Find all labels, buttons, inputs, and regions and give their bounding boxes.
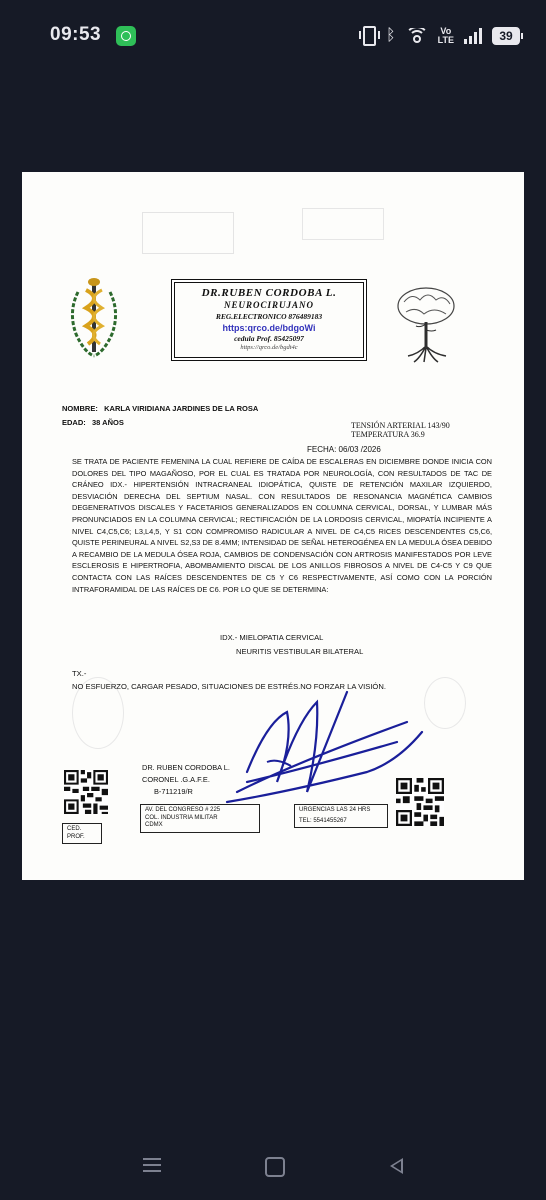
professional-license: cedula Prof. 85425097	[234, 334, 304, 343]
back-icon[interactable]	[390, 1158, 403, 1174]
qr-url-small: https://qrco.de/bgdt4c	[240, 344, 298, 351]
patient-age: 38 AÑOS	[92, 418, 124, 427]
doctor-name: DR.RUBEN CORDOBA L.	[201, 287, 337, 299]
address-box	[140, 804, 260, 833]
clinical-notes: SE TRATA DE PACIENTE FEMENINA LA CUAL REFIERE DE CAÍDA DE ESCALERAS EN DICIEMBRE DONDE INICIA CON DOLORES DEL TIPO MAGAÑOSO, POR EL CUAL ES TRATADA POR NEUROLOGÍA, CON RESULTADOS DE TAC DE CRÁNEO IDX.- HIPERTENSIÓN INTRACRANEAL IDIOPÁTICA, QUISTE DE RETENCIÓN MAXILAR IZQUIERDO, DESVIACIÓN DERECHA DEL SEPTIUM NASAL. CON RESULTADOS DE RESONANCIA MAGNÉTICA CAMBIOS DEGENERATIVOS DISCALES Y FACETARIOS GENERALIZADOS EN COLUMNA CERVICAL, DORSAL, Y LUMBAR MÁS PRONUNCIADOS EN LA COLUMNA CERVICAL; RECTIFICACIÓN DE LA LORDOSIS CERVICAL, MIOPATÍA INCIPIENTE A NIVEL C4,C5,C6; L3,L4,5, Y S1 CON COMPROMISO RADICULAR A NIVEL DE C4,C5 RICES DESCENDENTES C5,C6, QUISTE PERINEURAL A NIVEL S2,S3 DE 8.4MM; INTENSIDAD DE SEÑAL HETEROGÉNEA EN LA MEDULA ÓSEA DEBIDO A RECAMBIO DE LA MEDULA ÓSEA ROJA, CAMBIOS DE CONDENSACIÓN CON ARTROSIS MANIFESTADOS POR LEVE ESCLEROSIS E HIPERTROFIA, ABOMBAMIENTO DISCAL DE LOS ANILLOS FIBROSOS A NIVEL DE C4-C5 Y C9 QUE CONTACTA CON LAS RAÍCES DESCENDENTES DE C5 Y C6 RESPECTIVAMENTE, ASÍ COMO CON LA PORCIÓN INTRAFORAMIDAL DE LAS RAÍCES DE C6. POR LO QUE SE DETERMINA:	[72, 457, 492, 594]
name-label: NOMBRE:	[62, 404, 98, 413]
caduceus-logo-icon	[66, 272, 122, 362]
qr-code-right-icon[interactable]	[396, 778, 444, 826]
document-date: FECHA: 06/03 /2026	[307, 445, 381, 454]
doctor-specialty: NEUROCIRUJANO	[223, 300, 314, 310]
emergency-label: URGENCIAS LAS 24 HRS	[299, 807, 371, 813]
address-line-1: AV. DEL CONGRESO # 225	[145, 807, 221, 813]
brain-tree-logo-icon	[390, 284, 462, 364]
emergency-phone: TEL: 5541455267	[299, 817, 347, 824]
bleed-through-mark	[424, 677, 466, 729]
wifi-icon	[406, 28, 428, 44]
bleed-through-mark	[302, 208, 384, 240]
age-label: EDAD:	[62, 418, 86, 427]
ced-prof-label: CED. PROF.	[67, 826, 85, 840]
signature-block	[142, 762, 230, 798]
bluetooth-icon: ᛒ	[386, 27, 396, 44]
volte-bottom: LTE	[437, 35, 454, 45]
recent-apps-icon[interactable]	[143, 1158, 161, 1172]
patient-name-row	[62, 404, 258, 413]
qr-url: https:qrco.de/bdgoWi	[222, 323, 316, 333]
emergency-box	[294, 804, 388, 828]
ced-prof-box	[62, 823, 102, 844]
temperature: TEMPERATURA 36.9	[351, 430, 425, 439]
status-icons	[363, 22, 520, 50]
treatment-text: NO ESFUERZO, CARGAR PESADO, SITUACIONES DE ESTRÉS.NO FORZAR LA VISIÓN.	[72, 682, 386, 691]
battery-icon: 39	[492, 27, 520, 45]
treatment-label: TX.-	[72, 669, 87, 678]
diagnosis-2: NEURITIS VESTIBULAR BILATERAL	[236, 647, 364, 656]
qr-code-left-icon[interactable]	[64, 770, 108, 814]
vibrate-icon	[363, 26, 376, 46]
signer-rank: CORONEL .G.A.F.E.	[142, 775, 210, 784]
doctor-header-box	[174, 282, 364, 358]
handwritten-signature	[207, 682, 427, 812]
address-line-3: CDMX	[145, 822, 163, 828]
diagnosis-1: IDX.- MIELOPATIA CERVICAL	[220, 633, 324, 642]
volte-icon	[438, 27, 454, 45]
vitals	[351, 421, 450, 439]
bleed-through-mark	[142, 212, 234, 254]
signal-icon	[464, 28, 482, 44]
prescription-document[interactable]	[22, 172, 524, 880]
navigation-bar	[0, 1140, 546, 1200]
status-bar	[0, 0, 546, 72]
signer-name: DR. RUBEN CORDOBA L.	[142, 763, 230, 772]
home-icon[interactable]	[265, 1157, 285, 1177]
patient-age-row	[62, 418, 124, 427]
patient-name: KARLA VIRIDIANA JARDINES DE LA ROSA	[104, 404, 259, 413]
signer-id: B-711219/R	[154, 787, 193, 796]
address-line-2: COL. INDUSTRIA MILITAR	[145, 814, 218, 821]
blood-pressure: TENSIÓN ARTERIAL 143/90	[351, 421, 450, 430]
electronic-registry: REG.ELECTRONICO 876489183	[215, 312, 323, 321]
whatsapp-icon	[116, 26, 136, 46]
volte-top: Vo	[440, 26, 452, 36]
status-time: 09:53	[50, 24, 102, 45]
